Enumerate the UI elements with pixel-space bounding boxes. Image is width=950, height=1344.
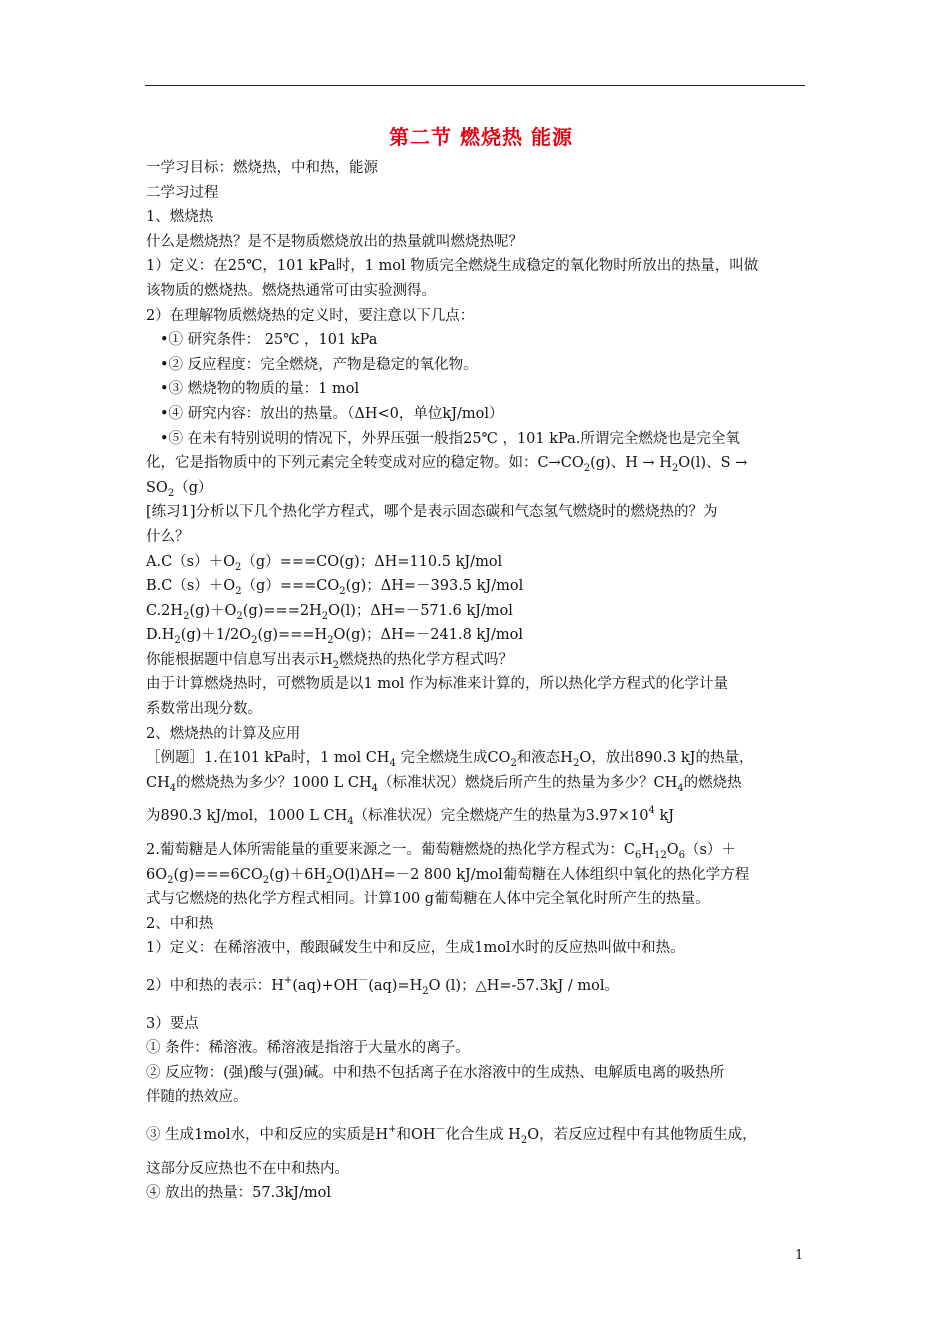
equation-option-d: $D.H_2(g)+1/2O_2(g)===H_2O(g)$；ΔH=－241.8 kJ/mol [146,627,524,647]
bullet-item: •③ 燃烧物的物质的量：1 mol [160,381,360,398]
text-line: 什么？ [146,528,190,545]
equation-option-b: $B.C(s)+O_2(g)===CO_2(g)$；ΔH=－393.5 kJ/mol [146,578,524,598]
page-number: 1 [795,1248,804,1263]
text-line: 这部分反应热也不在中和热内。 [146,1160,349,1177]
text-line: ③ 生成1mol水，中和反应的实质是H+和OH－化合生成 $H_2O$，若反应过程中有其他物质生成， [146,1123,757,1146]
text-line: 1）定义：在稀溶液中，酸跟碱发生中和反应，生成1mol水时的反应热叫做中和热。 [146,940,685,957]
text-line: 1）定义：在25℃，101 kPa时，1 mol 物质完全燃烧生成稳定的氧化物时所放出的热量，叫做 [146,258,759,275]
text-line: ① 条件：稀溶液。稀溶液是指溶于大量水的离子。 [146,1040,470,1057]
text-line: 系数常出现分数。 [146,701,262,718]
bullet-item: •⑤ 在未有特别说明的情况下，外界压强一般指25℃ ，101 kPa.所谓完全燃烧也是完全氧 [160,430,740,447]
text-line: [练习1]分析以下几个热化学方程式，哪个是表示固态碳和气态氢气燃烧时的燃烧热的？为 [146,504,718,521]
example-line: 2.葡萄糖是人体所需能量的重要来源之一。葡萄糖燃烧的热化学方程式为：$C_6H_{12}O_6(s)+$ [146,842,736,862]
text-line: 二学习过程 [146,184,219,201]
text-line: ④ 放出的热量：57.3kJ/mol [146,1185,331,1202]
text-line: 3）要点 [146,1015,199,1032]
text-line: 一学习目标：燃烧热，中和热，能源 [146,160,378,176]
text-line: 2、燃烧热的计算及应用 [146,725,301,742]
example-line: $6O_2(g)===6CO_2(g)+6H_2O(l)\Delta H=-2$ 800 kJ/mol葡萄糖在人体组织中氧化的热化学方程 [146,866,750,886]
text-line: 2）在理解物质燃烧热的定义时，要注意以下几点： [146,307,475,324]
text-line: 伴随的热效应。 [146,1089,248,1106]
example-line: 式与它燃烧的热化学方程式相同。计算100 g葡萄糖在人体中完全氧化时所产生的热量。 [146,891,710,908]
bullet-item: •① 研究条件： 25℃ ，101 kPa [160,332,378,349]
equation-option-c: $C.2H_2(g)+O_2(g)===2H_2O(l)$；ΔH=－571.6 kJ/mol [146,602,513,622]
header-rule [145,85,805,86]
text-line: 化，它是指物质中的下列元素完全转变成对应的稳定物。如：$C\to CO_2(g)$、$H \to H_2O(l)$、S → [146,455,748,475]
text-line: $SO_2(g)$ [146,479,213,499]
section-heading: 2、中和热 [146,915,214,932]
page-title: 第二节 燃烧热 能源 [389,125,573,149]
document-body [146,120,816,1206]
text-line: 该物质的燃烧热。燃烧热通常可由实验测得。 [146,282,436,299]
example-line: ［例题］1.在101 kPa时，1 mol $CH_4$ 完全燃烧生成$CO_2$和液态$H_2O$，放出890.3 kJ的热量， [146,750,754,770]
text-line: 1、燃烧热 [146,209,214,226]
text-line: 什么是燃烧热？是不是物质燃烧放出的热量就叫燃烧热呢？ [146,233,523,250]
text-line: ② 反应物：(强)酸与(强)碱。中和热不包括离子在水溶液中的生成热、电解质电离的吸热所 [146,1064,725,1081]
equation-option-a: $A.C(s)+O_2(g)===CO(g)$；ΔH=110.5 kJ/mol [146,553,503,573]
text-line: 你能根据题中信息写出表示$H_2$燃烧热的热化学方程式吗？ [146,651,514,671]
text-line: 2）中和热的表示：$H^+(aq)+OH^-(aq)=H_2O$ (l)；△H=-57.3kJ / mol。 [146,975,620,997]
example-line: 为890.3 kJ/mol，1000 L $CH_4$（标准状况）完全燃烧产生的热量为$3.97\times 10^4$ kJ [146,805,675,828]
text-line: 由于计算燃烧热时，可燃物质是以1 mol 作为标准来计算的，所以热化学方程式的化学计量 [146,676,729,693]
bullet-item: •② 反应程度：完全燃烧，产物是稳定的氧化物。 [160,356,478,373]
bullet-item: •④ 研究内容：放出的热量。（ΔH<0，单位kJ/mol） [160,405,504,422]
example-line: $CH_4$的燃烧热为多少？1000 L $CH_4$（标准状况）燃烧后所产生的热量为多少？$CH_4$的燃烧热 [146,774,742,794]
